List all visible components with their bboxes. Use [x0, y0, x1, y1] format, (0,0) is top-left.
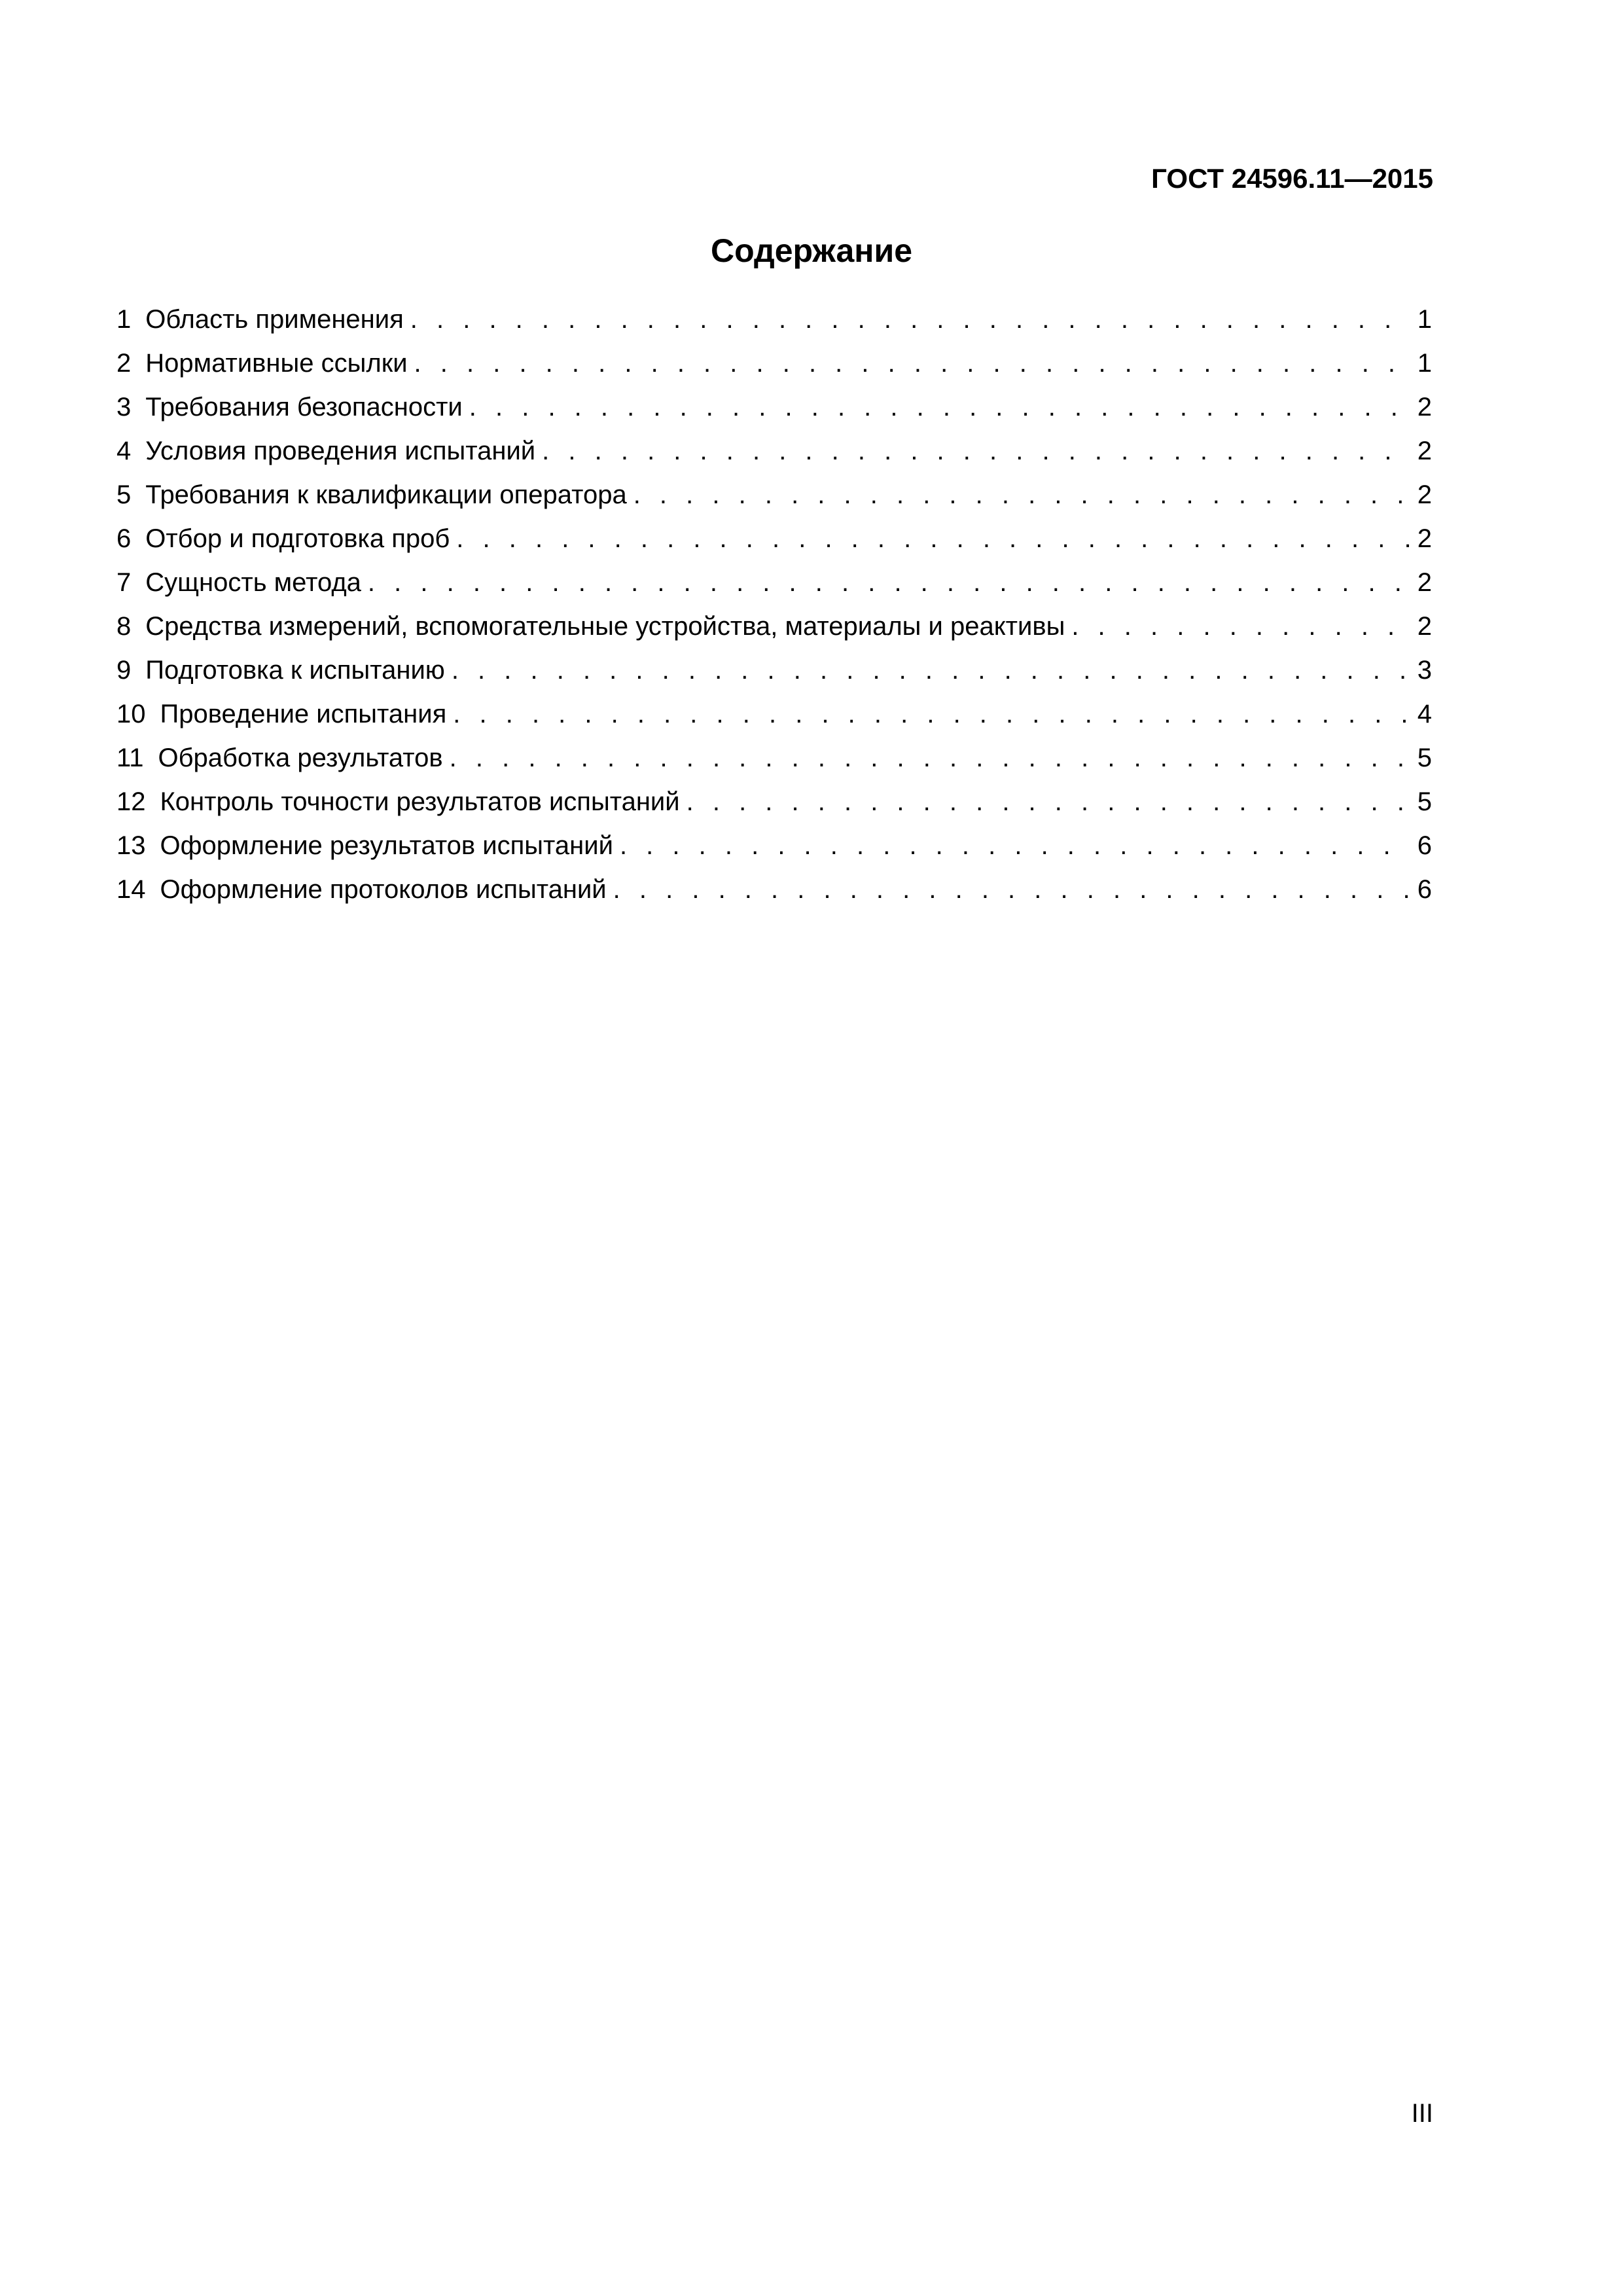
- toc-item-page: 1: [1417, 305, 1432, 334]
- toc-item-number: 3: [116, 393, 132, 422]
- toc-dot-leader: [633, 473, 1411, 517]
- toc-item-title: Оформление результатов испытаний: [160, 831, 613, 860]
- toc-dot-leader: [452, 649, 1411, 692]
- toc-item[interactable]: [116, 868, 1432, 912]
- toc-item-number: 14: [116, 875, 146, 904]
- toc-dot-leader: [453, 692, 1410, 736]
- toc-item-title: Требования безопасности: [145, 393, 463, 422]
- toc-item-page: 2: [1417, 393, 1432, 422]
- toc-dot-leader: [368, 561, 1411, 605]
- toc-item-title: Контроль точности результатов испытаний: [160, 787, 680, 816]
- toc-item-page: 3: [1417, 656, 1432, 685]
- toc-item-title: Условия проведения испытаний: [145, 437, 536, 465]
- page-number: III: [1411, 2099, 1433, 2128]
- toc-item-page: 6: [1417, 831, 1432, 860]
- toc-item-page: 5: [1417, 787, 1432, 816]
- toc-item[interactable]: [116, 561, 1432, 605]
- toc-item-title: Оформление протоколов испытаний: [160, 875, 607, 904]
- toc-item[interactable]: [116, 780, 1432, 824]
- toc-item[interactable]: [116, 649, 1432, 692]
- toc-item-title: Средства измерений, вспомогательные устройства, материалы и реактивы: [145, 612, 1065, 641]
- toc-dot-leader: [456, 517, 1410, 561]
- toc-item-title: Требования к квалификации оператора: [145, 480, 627, 509]
- toc-item-page: 2: [1417, 437, 1432, 465]
- toc-item-title: Подготовка к испытанию: [145, 656, 445, 685]
- toc-dot-leader: [687, 780, 1411, 824]
- document-code: ГОСТ 24596.11—2015: [1151, 163, 1433, 194]
- toc-item-number: 12: [116, 787, 146, 816]
- toc-dot-leader: [414, 342, 1411, 386]
- toc-item-page: 2: [1417, 568, 1432, 597]
- toc-item[interactable]: [116, 342, 1432, 386]
- toc-dot-leader: [613, 868, 1411, 912]
- toc-item-title: Обработка результатов: [158, 744, 443, 772]
- toc-item-number: 4: [116, 437, 132, 465]
- toc-item-page: 6: [1417, 875, 1432, 904]
- toc-item-page: 2: [1417, 612, 1432, 641]
- toc-item-title: Проведение испытания: [160, 700, 447, 728]
- toc-item[interactable]: [116, 736, 1432, 780]
- toc-dot-leader: [450, 736, 1411, 780]
- toc-item-page: 4: [1417, 700, 1432, 728]
- toc-item[interactable]: [116, 298, 1432, 342]
- toc-item[interactable]: [116, 429, 1432, 473]
- table-of-contents: [116, 298, 1432, 912]
- toc-item-number: 6: [116, 524, 132, 553]
- toc-item-page: 5: [1417, 744, 1432, 772]
- toc-item-number: 11: [116, 744, 144, 772]
- toc-item-page: 1: [1417, 349, 1432, 378]
- toc-dot-leader: [542, 429, 1411, 473]
- toc-item-number: 9: [116, 656, 132, 685]
- toc-item-number: 2: [116, 349, 132, 378]
- toc-title: Содержание: [710, 232, 913, 269]
- toc-dot-leader: [410, 298, 1411, 342]
- toc-item[interactable]: [116, 692, 1432, 736]
- toc-item-number: 8: [116, 612, 132, 641]
- toc-item[interactable]: [116, 824, 1432, 868]
- toc-item-title: Нормативные ссылки: [145, 349, 408, 378]
- toc-item[interactable]: [116, 605, 1432, 649]
- toc-item-number: 10: [116, 700, 146, 728]
- toc-item-number: 1: [116, 305, 132, 334]
- toc-item-number: 7: [116, 568, 132, 597]
- toc-dot-leader: [1071, 605, 1410, 649]
- toc-item-title: Сущность метода: [145, 568, 361, 597]
- toc-item-number: 13: [116, 831, 146, 860]
- toc-item-number: 5: [116, 480, 132, 509]
- toc-item-title: Отбор и подготовка проб: [145, 524, 450, 553]
- toc-dot-leader: [469, 386, 1411, 429]
- toc-item-title: Область применения: [145, 305, 404, 334]
- toc-item-page: 2: [1417, 524, 1432, 553]
- toc-item-page: 2: [1417, 480, 1432, 509]
- toc-item[interactable]: [116, 517, 1432, 561]
- toc-dot-leader: [620, 824, 1411, 868]
- toc-item[interactable]: [116, 386, 1432, 429]
- toc-item[interactable]: [116, 473, 1432, 517]
